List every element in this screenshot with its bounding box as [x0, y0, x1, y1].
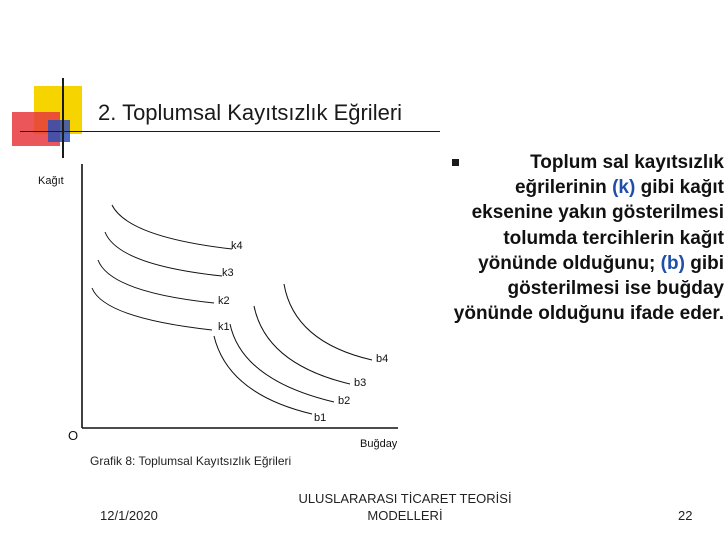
slide-title: 2. Toplumsal Kayıtsızlık Eğrileri	[98, 100, 403, 125]
curve-k3	[105, 232, 222, 276]
figure-caption: Grafik 8: Toplumsal Kayıtsızlık Eğrileri	[90, 454, 292, 468]
origin-label: O	[68, 428, 79, 443]
footer-title-line2: MODELLERİ	[367, 508, 443, 523]
label-b3: b3	[354, 377, 367, 389]
deco-horizontal-line	[20, 131, 440, 132]
bullet-text-post: gibi gösterilmesi ise buğday yönünde olduğunu ifade eder.	[453, 252, 724, 325]
bullet-text	[434, 150, 724, 326]
bullet-text-k: (k)	[612, 177, 636, 199]
bullet-text-pre: Toplum sal kayıtsızlık eğrilerinin	[514, 152, 724, 199]
footer-date: 12/1/2020	[100, 508, 158, 523]
curve-b1	[214, 336, 312, 414]
page-number: 22	[678, 508, 693, 523]
label-k2: k2	[218, 295, 230, 307]
label-k4: k4	[231, 240, 243, 252]
curve-k1	[92, 288, 212, 330]
label-b1: b1	[314, 412, 327, 424]
label-b4: b4	[376, 353, 389, 365]
curve-b2	[230, 324, 334, 402]
label-k1: k1	[218, 321, 230, 333]
curve-b4	[284, 284, 372, 360]
bullet-text-b: (b)	[660, 252, 685, 274]
y-axis-label: Kağıt	[38, 175, 64, 187]
bullet-text-mid: gibi kağıt eksenine yakın gösterilmesi tolumda tercihlerin kağıt yönünde olduğunu;	[471, 177, 724, 274]
curve-k2	[98, 260, 214, 303]
indifference-curves-diagram	[0, 140, 440, 460]
curve-b3	[254, 306, 350, 384]
x-axis-label: Buğday	[360, 438, 398, 450]
label-b2: b2	[338, 395, 351, 407]
curve-k4	[112, 205, 232, 249]
label-k3: k3	[222, 267, 234, 279]
footer-title-line1: ULUSLARARASI TİCARET TEORİSİ	[298, 491, 512, 506]
footer-title	[270, 490, 540, 524]
